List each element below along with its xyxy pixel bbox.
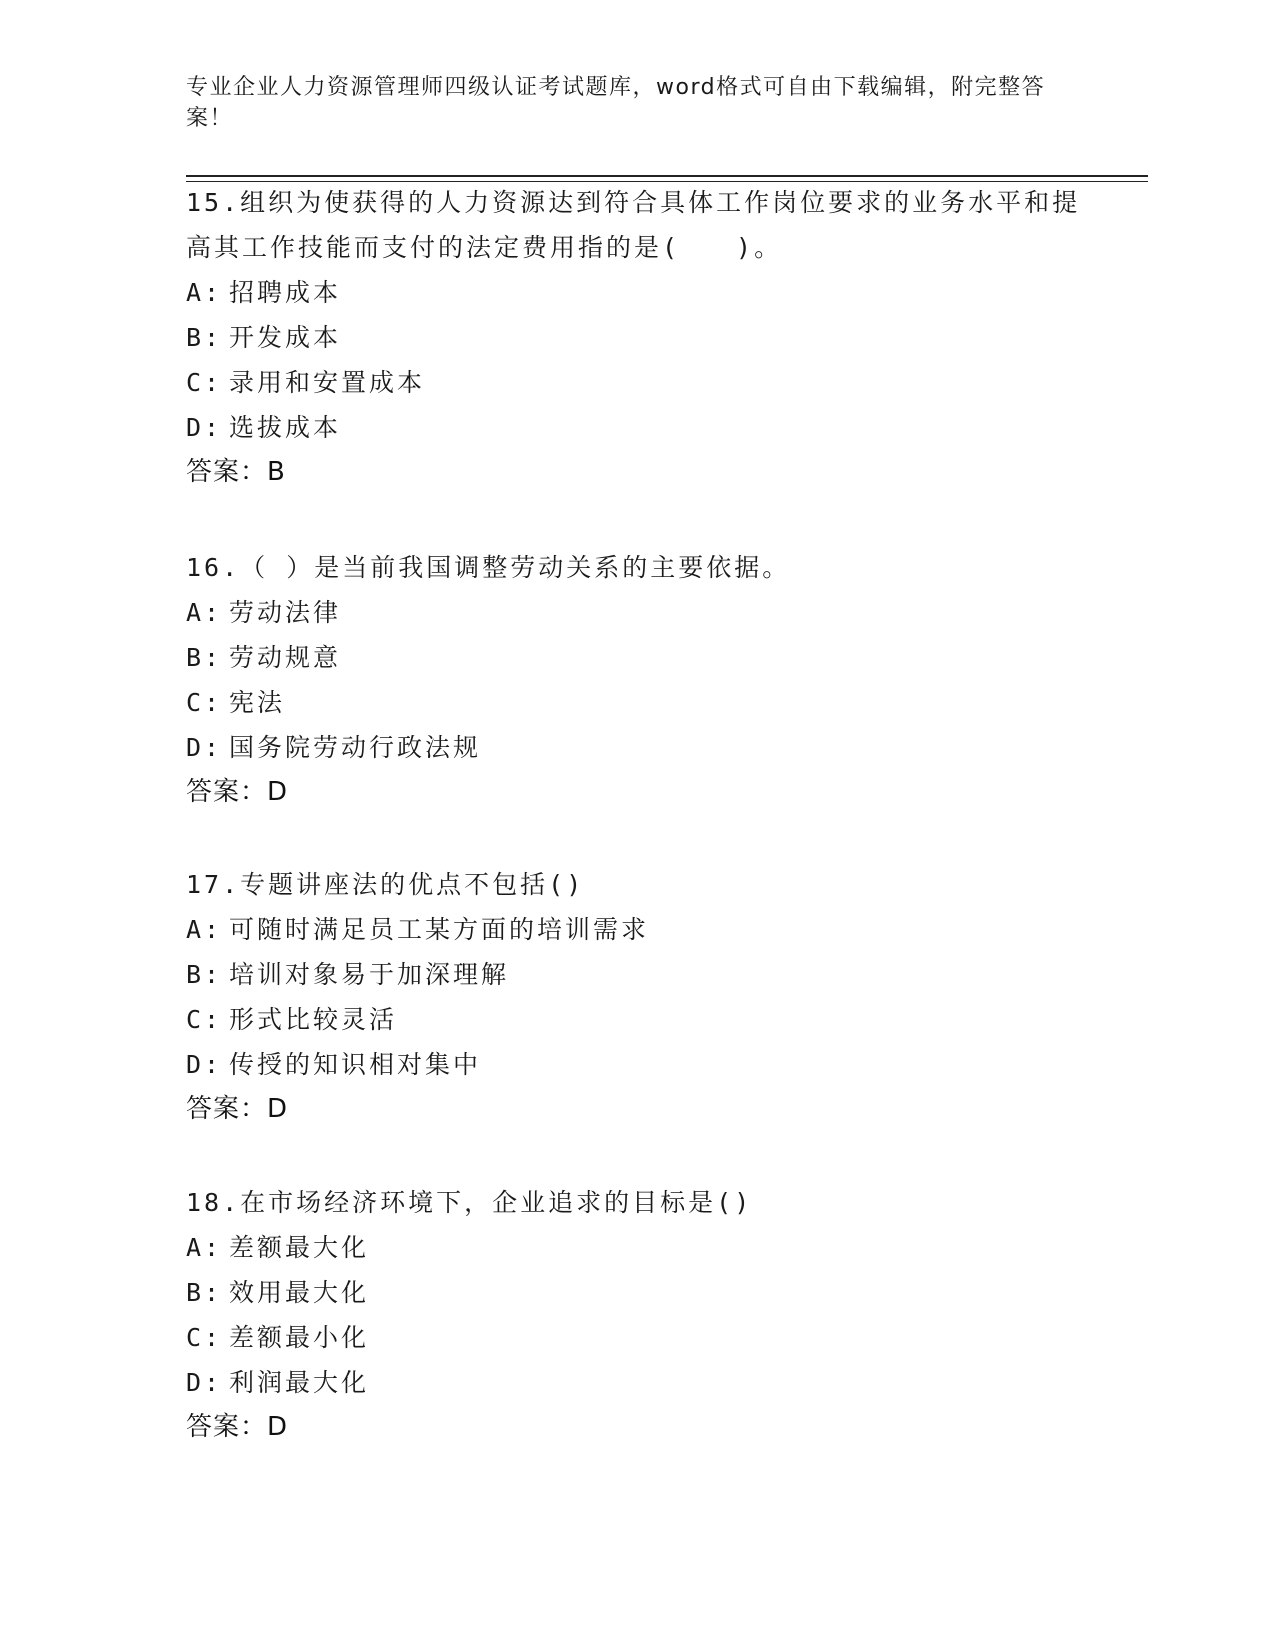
option-letter: A: <box>186 278 223 307</box>
option-letter: C: <box>186 688 223 717</box>
option-text: 国务院劳动行政法规 <box>229 733 482 762</box>
option-letter: D: <box>186 413 223 442</box>
option-c <box>186 997 1086 1042</box>
option-b <box>186 952 1086 997</box>
option-text: 选拔成本 <box>229 413 342 442</box>
option-text: 形式比较灵活 <box>229 1005 398 1034</box>
question-stem: 16.（ ）是当前我国调整劳动关系的主要依据。 <box>186 553 791 582</box>
answer-label: 答案：B <box>186 457 286 487</box>
option-text: 差额最小化 <box>229 1323 370 1352</box>
option-c <box>186 680 1086 725</box>
option-text: 差额最大化 <box>229 1233 370 1262</box>
option-letter: B: <box>186 643 223 672</box>
question-16 <box>186 545 1086 815</box>
option-letter: A: <box>186 598 223 627</box>
question-17 <box>186 862 1086 1132</box>
option-text: 开发成本 <box>229 323 342 352</box>
option-letter: C: <box>186 1323 223 1352</box>
option-text: 劳动法律 <box>229 598 342 627</box>
option-text: 宪法 <box>229 688 286 717</box>
option-a <box>186 590 1086 635</box>
option-letter: D: <box>186 1368 223 1397</box>
option-text: 培训对象易于加深理解 <box>229 960 510 989</box>
option-a <box>186 1225 1086 1270</box>
answer-label: 答案：D <box>186 1412 289 1442</box>
option-letter: C: <box>186 1005 223 1034</box>
option-letter: B: <box>186 960 223 989</box>
option-d <box>186 1360 1086 1405</box>
option-d <box>186 1042 1086 1087</box>
option-text: 录用和安置成本 <box>229 368 426 397</box>
option-text: 招聘成本 <box>229 278 342 307</box>
option-letter: B: <box>186 1278 223 1307</box>
option-c <box>186 360 1086 405</box>
option-d <box>186 405 1086 450</box>
option-b <box>186 1270 1086 1315</box>
option-text: 传授的知识相对集中 <box>229 1050 482 1079</box>
option-letter: D: <box>186 1050 223 1079</box>
question-15 <box>186 180 1086 495</box>
option-text: 劳动规意 <box>229 643 342 672</box>
answer-label: 答案：D <box>186 777 289 807</box>
answer-label: 答案：D <box>186 1094 289 1124</box>
option-d <box>186 725 1086 770</box>
header-divider-thick <box>186 175 1148 177</box>
option-letter: A: <box>186 1233 223 1262</box>
option-b <box>186 635 1086 680</box>
option-b <box>186 315 1086 360</box>
option-letter: B: <box>186 323 223 352</box>
option-a <box>186 907 1086 952</box>
question-18 <box>186 1180 1086 1450</box>
option-a <box>186 270 1086 315</box>
question-stem: 15.组织为使获得的人力资源达到符合具体工作岗位要求的业务水平和提高其工作技能而支付的法定费用指的是( )。 <box>186 188 1081 262</box>
option-letter: C: <box>186 368 223 397</box>
document-header: 专业企业人力资源管理师四级认证考试题库，word格式可自由下载编辑，附完整答案！ <box>186 75 1046 131</box>
option-c <box>186 1315 1086 1360</box>
option-text: 效用最大化 <box>229 1278 370 1307</box>
option-letter: A: <box>186 915 223 944</box>
question-stem: 17.专题讲座法的优点不包括() <box>186 870 585 899</box>
option-letter: D: <box>186 733 223 762</box>
option-text: 可随时满足员工某方面的培训需求 <box>229 915 650 944</box>
option-text: 利润最大化 <box>229 1368 370 1397</box>
question-stem: 18.在市场经济环境下，企业追求的目标是() <box>186 1188 753 1217</box>
